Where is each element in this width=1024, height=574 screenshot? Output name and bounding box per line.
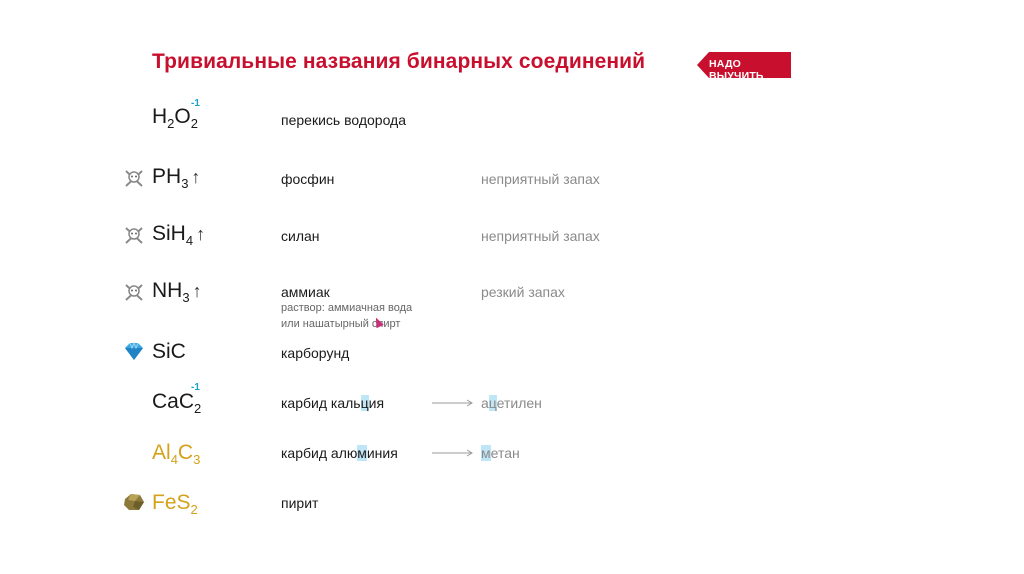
solution-note: или нашатырный спирт	[281, 318, 401, 330]
page-title: Тривиальные названия бинарных соединений	[152, 50, 646, 73]
solution-note: раствор: аммиачная вода	[281, 302, 413, 314]
pyrite-icon	[121, 491, 147, 513]
oxidation-state: -1	[191, 382, 200, 393]
skull-crossbones-icon	[121, 224, 147, 246]
skull-crossbones-icon	[121, 281, 147, 303]
compound-name: фосфин	[281, 171, 335, 187]
formula: SiC	[152, 340, 186, 363]
formula: $Al_4C_3$	[152, 441, 201, 467]
reaction-product: ацетилен	[481, 395, 542, 411]
formula: $H_2O_2$	[152, 105, 198, 131]
gas-arrow-icon: ↑	[196, 224, 206, 244]
compound-name: перекись водорода	[281, 112, 407, 128]
formula: SiH$_4$ ↑	[152, 222, 206, 248]
reaction-arrow-icon	[432, 448, 474, 458]
diamond-icon	[121, 341, 147, 363]
compound-name: карборунд	[281, 345, 350, 361]
compound-name: карбид кальция	[281, 395, 385, 411]
badge-label: НАДО ВЫУЧИТЬ	[709, 58, 764, 82]
compound-name: аммиак	[281, 284, 330, 300]
formula: CaC$_2$	[152, 390, 202, 416]
formula: FeS$_2$	[152, 491, 198, 517]
property-note: неприятный запах	[481, 171, 600, 187]
property-note: резкий запах	[481, 284, 565, 300]
compound-name: пирит	[281, 495, 319, 511]
property-note: неприятный запах	[481, 228, 600, 244]
compound-name: карбид алюминия	[281, 445, 398, 461]
skull-crossbones-icon	[121, 167, 147, 189]
formula: $NH_3$ ↑	[152, 279, 202, 305]
gas-arrow-icon: ↑	[191, 167, 201, 187]
formula: $PH_3$ ↑	[152, 165, 201, 191]
oxidation-state: -1	[191, 98, 200, 109]
reaction-product: метан	[481, 445, 520, 461]
compound-name: силан	[281, 228, 320, 244]
gas-arrow-icon: ↑	[192, 281, 202, 301]
must-learn-badge	[695, 50, 793, 80]
reaction-arrow-icon	[432, 398, 474, 408]
